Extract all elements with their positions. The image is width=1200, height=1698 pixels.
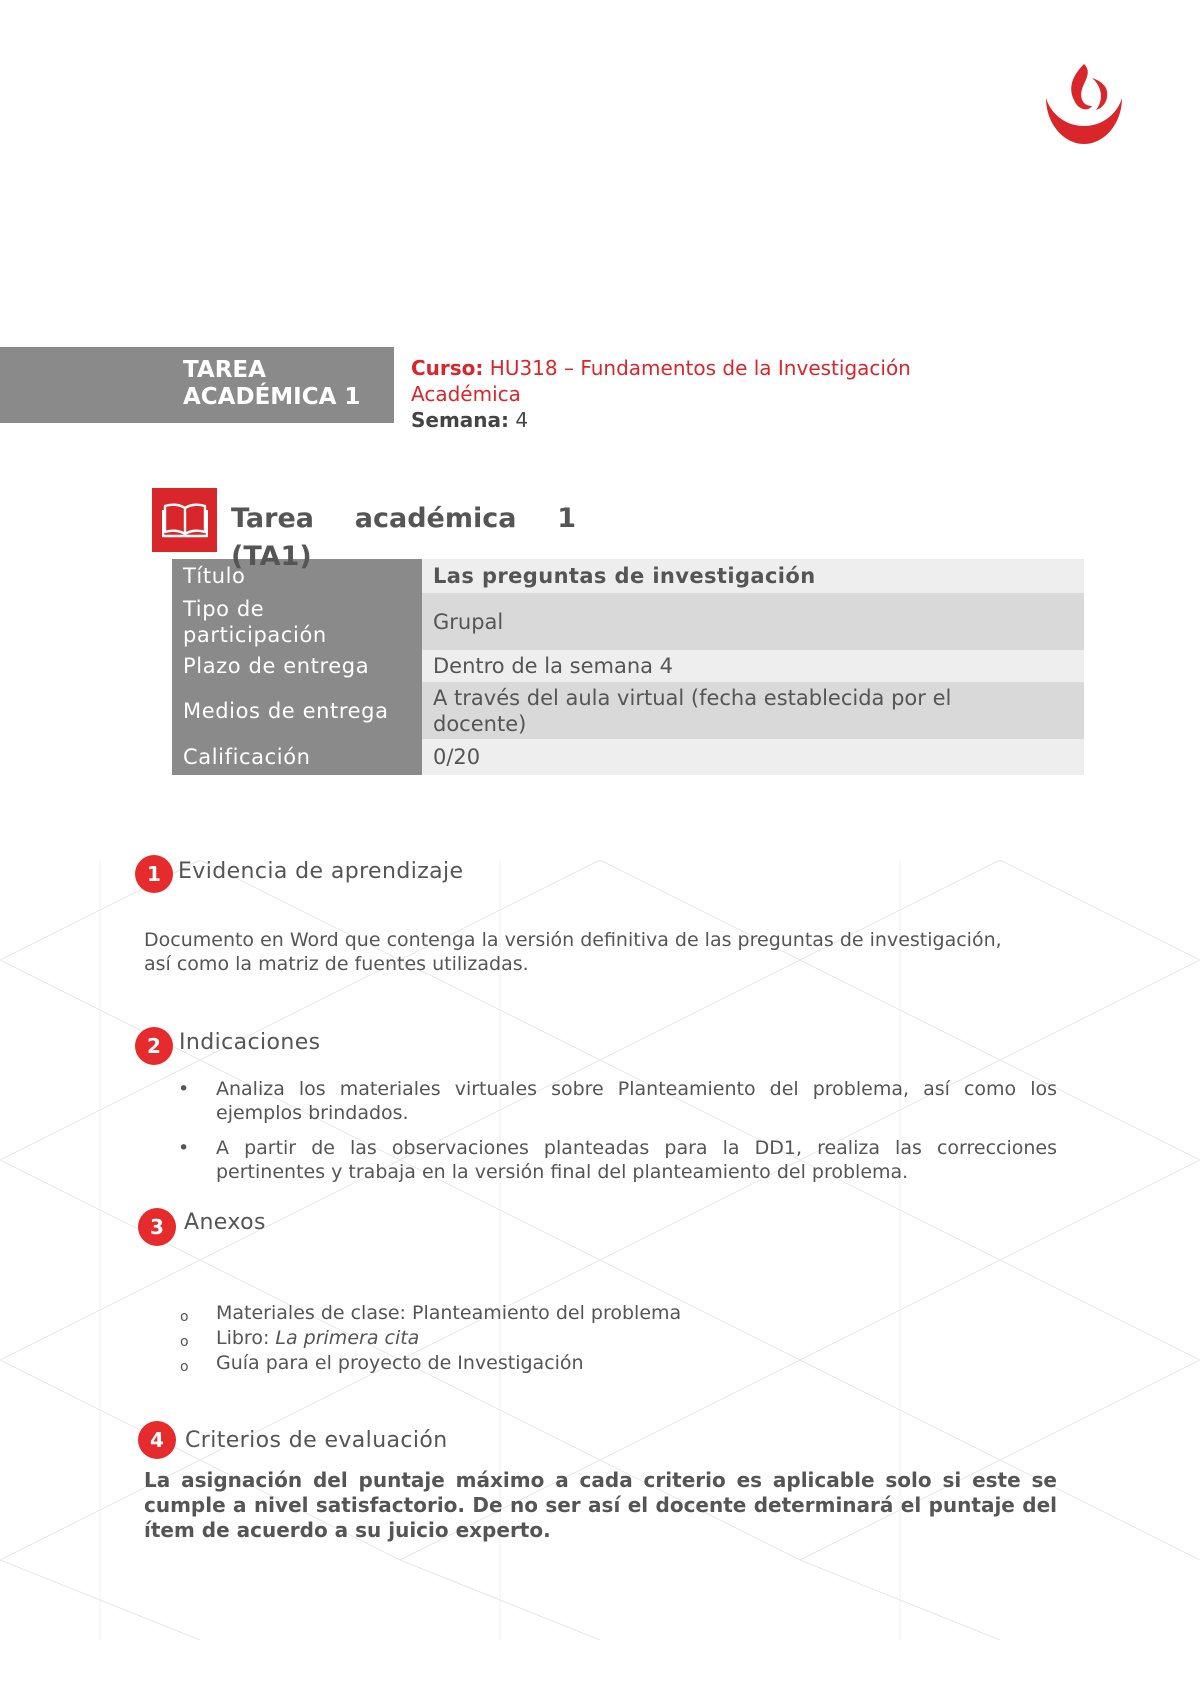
title-word-number: 1 [557,503,577,534]
bullet-mark: • [178,1078,190,1100]
section-title-criterios: Criterios de evaluación [185,1428,448,1453]
section-title-evidencia: Evidencia de aprendizaje [178,859,464,884]
week-value: 4 [515,408,529,432]
list-item [180,1351,681,1376]
evidence-text [144,928,1057,976]
row-label-tipo-line2: participación [183,622,327,647]
annex-guia: Guía para el proyecto de Investigación [216,1352,584,1374]
row-value-calificacion: 0/20 [422,739,1084,775]
list-item [170,1077,1057,1125]
book-icon-box [152,488,217,552]
row-label-titulo: Título [172,559,422,593]
evidence-text-line2: así como la matriz de fuentes utilizadas. [144,953,529,975]
title-word-tarea: Tarea [231,503,315,534]
assignment-info-table [172,559,1084,775]
row-label-plazo: Plazo de entrega [172,650,422,682]
indications-list [170,1077,1057,1195]
week-label: Semana: [411,408,510,432]
course-name-line1: HU318 – Fundamentos de la Investigación [489,356,911,380]
list-item [180,1301,681,1326]
annex-materiales: Materiales de clase: Planteamiento del problema [216,1302,682,1324]
course-line1 [411,355,1011,381]
section-title-indicaciones: Indicaciones [179,1030,321,1055]
flame-logo-icon [1042,60,1126,146]
table-row [172,650,1084,682]
list-item-text: Analiza los materiales virtuales sobre Planteamiento del problema, así como los ejemplos brindados. [216,1078,1057,1124]
table-row [172,739,1084,775]
assignment-title-line2: (TA1) [231,541,312,572]
evidence-text-line1: Documento en Word que contenga la versión definitiva de las preguntas de investigación, [144,929,1002,951]
row-value-titulo: Las preguntas de investigación [422,559,1084,593]
bullet-mark: o [180,1309,189,1325]
row-value-medios [422,682,1084,739]
open-book-icon [162,502,208,538]
row-label-tipo [172,593,422,650]
row-label-tipo-line1: Tipo de [183,596,265,621]
row-label-medios: Medios de entrega [172,682,422,739]
annex-libro-title: La primera cita [275,1327,420,1349]
annex-libro-prefix: Libro: [216,1327,276,1349]
title-word-academica: académica [354,503,517,534]
assignment-title-line1 [231,500,576,538]
row-value-plazo: Dentro de la semana 4 [422,650,1084,682]
section-number-badge: 1 [135,855,173,893]
table-row [172,593,1084,650]
course-name-line2: Académica [411,382,521,406]
section-number-badge: 2 [135,1027,173,1065]
section-number-badge: 4 [138,1421,176,1459]
section-title-anexos: Anexos [184,1210,266,1235]
list-item [180,1326,681,1351]
section-number-badge: 3 [138,1208,176,1246]
criteria-text: La asignación del puntaje máximo a cada criterio es aplicable solo si este se cumple a nivel satisfactorio. De no ser así el docente determinará el puntaje del ítem de acuerdo a su juicio experto. [144,1468,1057,1542]
course-label: Curso: [411,356,484,380]
row-value-tipo: Grupal [422,593,1084,650]
header-band-line1: TAREA [183,357,266,383]
annexes-list [180,1301,681,1376]
row-value-medios-line2: docente) [433,711,527,736]
row-label-calificacion: Calificación [172,739,422,775]
table-row [172,682,1084,739]
list-item-text: A partir de las observaciones planteadas para la DD1, realiza las correcciones pertinentes y trabaja en la versión final del planteamiento del problema. [216,1137,1057,1183]
bullet-mark: o [180,1359,189,1375]
header-band-line2: ACADÉMICA 1 [183,384,361,410]
list-item [170,1136,1057,1184]
assignment-header-band [0,347,394,423]
course-info [411,355,1011,433]
bullet-mark: o [180,1334,189,1350]
row-value-medios-line1: A través del aula virtual (fecha establecida por el [433,685,952,710]
bullet-mark: • [178,1137,190,1159]
week-line [411,407,1011,433]
